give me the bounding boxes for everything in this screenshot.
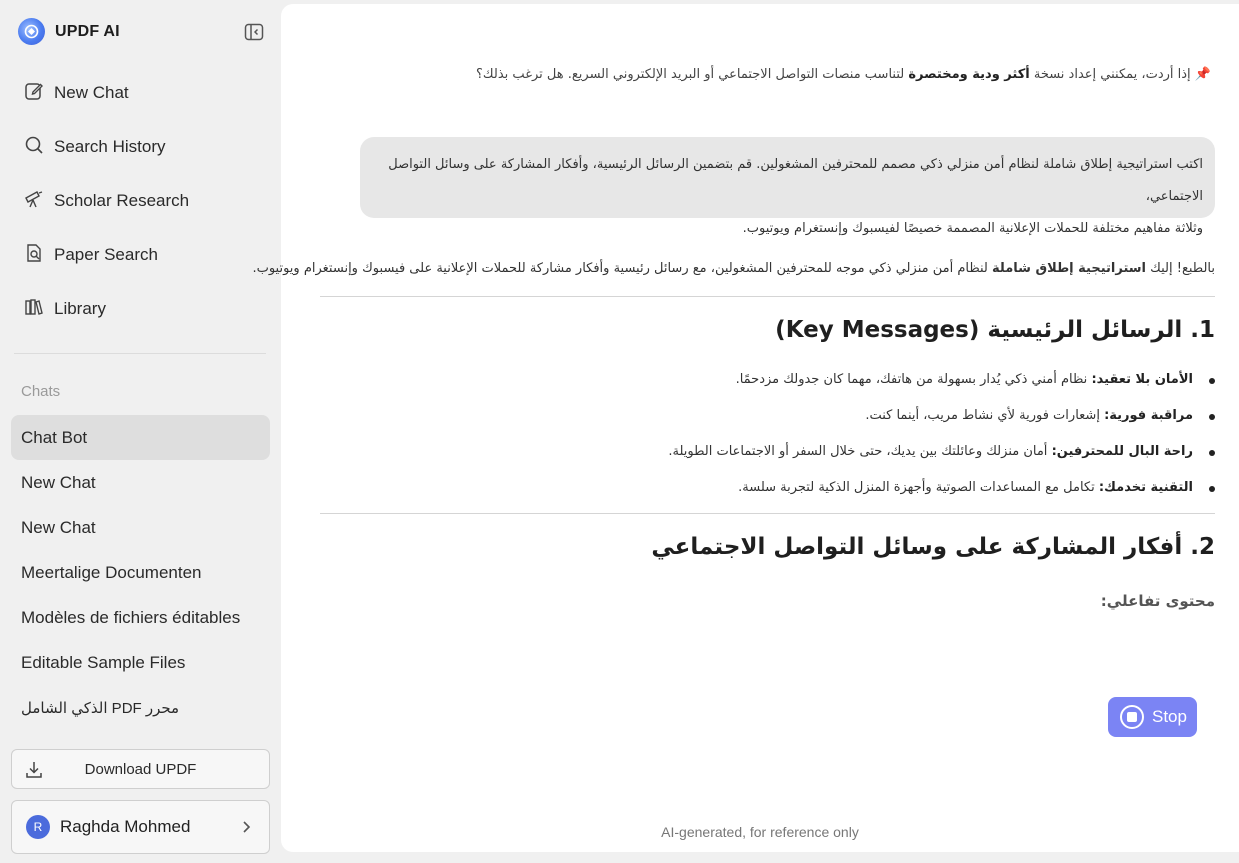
- nav-new-chat[interactable]: [0, 66, 280, 120]
- nav-label: Scholar Research: [54, 191, 190, 210]
- chevron-right-icon: [241, 818, 253, 836]
- chat-item[interactable]: الذكي الشامل PDF محرر: [21, 699, 180, 717]
- user-name: Raghda Mohmed: [60, 817, 191, 836]
- chat-item[interactable]: Chat Bot: [11, 415, 270, 460]
- list-item: التقنية تخدمك: تكامل مع المساعدات الصوتية وأجهزة المنزل الذكية لتجربة سلسة.: [320, 478, 1215, 514]
- telescope-icon: [24, 189, 44, 214]
- user-message-line: اكتب استراتيجية إطلاق شاملة لنظام أمن منزلي ذكي مصمم للمحترفين المشغولين. قم بتضمين الرسائل الرئيسية، وأفكار المشاركة على وسائل التواصل الاجتماعي،: [388, 157, 1203, 204]
- nav-label: Paper Search: [54, 245, 158, 264]
- nav-label: Library: [54, 299, 106, 318]
- brand[interactable]: [18, 18, 120, 45]
- nav-search-history[interactable]: [0, 120, 280, 174]
- stop-icon: [1120, 705, 1144, 729]
- chat-item[interactable]: Editable Sample Files: [21, 652, 186, 672]
- user-account-button[interactable]: [11, 800, 270, 854]
- app-title: UPDF AI: [55, 22, 120, 40]
- download-label: Download UPDF: [84, 760, 197, 778]
- list-item: الأمان بلا تعقيد: نظام أمني ذكي يُدار بسهولة من هاتفك، مهما كان جدولك مزدحمًا.: [320, 370, 1215, 406]
- pin-emoji: 📌: [1194, 67, 1211, 82]
- stop-label: Stop: [1152, 707, 1187, 726]
- section-heading: 2. أفكار المشاركة على وسائل التواصل الاجتماعي: [651, 534, 1215, 560]
- download-icon: [24, 760, 44, 780]
- list-item: راحة البال للمحترفين: أمان منزلك وعائلتك بين يديك، حتى خلال السفر أو الاجتماعات الطويلة.: [320, 442, 1215, 478]
- user-message-bubble: [360, 137, 1215, 236]
- chats-heading: Chats: [21, 383, 61, 400]
- sidebar-nav: [0, 66, 280, 336]
- edit-icon: [24, 81, 44, 106]
- chat-item[interactable]: Modèles de fichiers éditables: [21, 607, 241, 627]
- answer-intro: بالطبع! إليك استراتيجية إطلاق شاملة لنظام أمن منزلي ذكي موجه للمحترفين المشغولين، مع رسائل رئيسية وأفكار مشاركة للحملات الإعلانية على فيسبوك وإنستغرام ويوتيوب.: [252, 261, 1215, 276]
- section-divider: [320, 296, 1215, 297]
- updf-logo-icon: [18, 18, 45, 45]
- chat-item[interactable]: New Chat: [21, 472, 96, 492]
- nav-label: Search History: [54, 137, 166, 156]
- chat-item[interactable]: Meertalige Documenten: [21, 562, 202, 582]
- chat-panel: [252, 4, 1239, 852]
- download-updf-button[interactable]: [11, 749, 270, 789]
- search-icon: [24, 135, 44, 160]
- nav-library[interactable]: [0, 282, 280, 336]
- section-heading: 1. الرسائل الرئيسية (Key Messages): [775, 317, 1215, 343]
- nav-label: New Chat: [54, 83, 129, 102]
- previous-answer-note: 📌 إذا أردت، يمكنني إعداد نسخة أكثر ودية ومختصرة لتناسب منصات التواصل الاجتماعي أو البريد الإلكتروني السريع. هل ترغب بذلك؟: [476, 67, 1211, 82]
- library-icon: [24, 297, 44, 322]
- avatar: R: [26, 815, 50, 839]
- section-divider: [320, 513, 1215, 514]
- nav-paper-search[interactable]: [0, 228, 280, 282]
- list-item: مراقبة فورية: إشعارات فورية لأي نشاط مريب، أينما كنت.: [320, 406, 1215, 442]
- nav-scholar-research[interactable]: [0, 174, 280, 228]
- sidebar: [0, 0, 280, 863]
- collapse-sidebar-icon[interactable]: [244, 22, 264, 42]
- chat-list: [11, 415, 270, 730]
- sidebar-divider: [14, 353, 266, 354]
- document-search-icon: [24, 243, 44, 268]
- ai-disclaimer: AI-generated, for reference only: [661, 824, 859, 840]
- stop-generating-button[interactable]: [1108, 697, 1197, 737]
- key-messages-list: [320, 370, 1215, 514]
- user-message-line: وثلاثة مفاهيم مختلفة للحملات الإعلانية المصممة خصيصًا لفيسبوك وإنستغرام ويوتيوب.: [742, 221, 1203, 236]
- chat-item[interactable]: New Chat: [21, 517, 96, 537]
- subsection-heading: محتوى تفاعلي:: [1100, 592, 1215, 610]
